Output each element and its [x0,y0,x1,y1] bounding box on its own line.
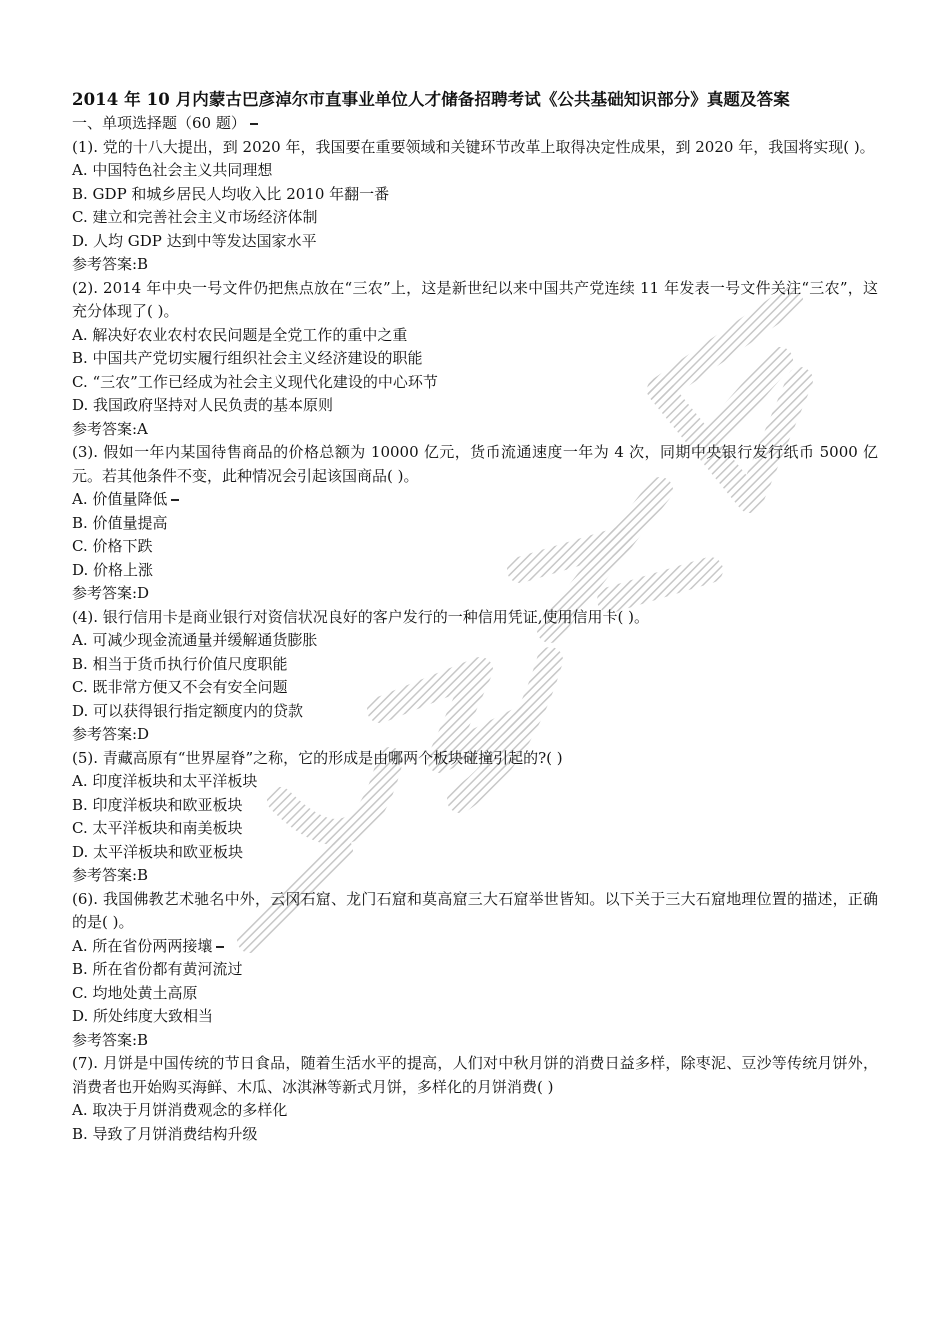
reference-answer: 参考答案:B [72,866,149,884]
question-stem: (7). 月饼是中国传统的节日食品，随着生活水平的提高，人们对中秋月饼的消费日益多样，除枣泥、豆沙等传统月饼外，消费者也开始购买海鲜、木瓜、冰淇淋等新式月饼，多样化的月饼消费( ) [72,1054,878,1096]
question-stem: (1). 党的十八大提出，到 2020 年，我国要在重要领域和关键环节改革上取得决定性成果，到 2020 年，我国将实现( )。 [72,137,875,156]
section-heading [72,112,878,136]
scan-mark [171,499,179,501]
reference-answer: 参考答案:D [72,584,150,602]
option-a: A. 所在省份两两接壤 [72,936,213,955]
option-c: C. 均地处黄土高原 [72,983,198,1002]
option-a: A. 可减少现金流通量并缓解通货膨胀 [72,631,318,649]
option-b: B. 价值量提高 [72,513,168,532]
option-b: B. 相当于货币执行价值尺度职能 [72,654,288,673]
option-c: C. 太平洋板块和南美板块 [72,819,243,837]
option-b: B. 导致了月饼消费结构升级 [72,1124,258,1143]
reference-answer: 参考答案:B [72,1030,149,1049]
option-d: D. 人均 GDP 达到中等发达国家水平 [72,231,317,250]
question-block-4 [72,606,878,747]
option-b: B. 印度洋板块和欧亚板块 [72,795,243,814]
option-b: B. GDP 和城乡居民人均收入比 2010 年翻一番 [72,184,390,203]
section-heading-text: 一、单项选择题（60 题） [72,114,246,132]
option-a: A. 解决好农业农村农民问题是全党工作的重中之重 [72,325,408,344]
scan-mark [250,123,258,125]
option-a: A. 取决于月饼消费观念的多样化 [72,1101,288,1119]
option-c: C. “三农”工作已经成为社会主义现代化建设的中心环节 [72,372,438,391]
question-stem: (4). 银行信用卡是商业银行对资信状况良好的客户发行的一种信用凭证,使用信用卡( )。 [72,607,650,626]
question-block-2 [72,277,878,442]
option-d: D. 可以获得银行指定额度内的贷款 [72,701,304,720]
option-a: A. 中国特色社会主义共同理想 [72,161,273,179]
reference-answer: 参考答案:D [72,725,150,743]
question-stem: (3). 假如一年内某国待售商品的价格总额为 10000 亿元，货币流通速度一年为 4 次，同期中央银行发行纸币 5000 亿元。若其他条件不变，此种情况会引起该国商品( )。 [72,443,878,485]
option-c: C. 建立和完善社会主义市场经济体制 [72,208,318,226]
option-a-row [72,935,878,959]
reference-answer: 参考答案:A [72,419,148,438]
document-title: 2014 年 10 月内蒙古巴彦淖尔市直事业单位人才储备招聘考试《公共基础知识部分》真题及答案 [72,90,790,109]
reference-answer: 参考答案:B [72,255,149,273]
question-block-5 [72,747,878,888]
option-a: A. 价值量降低 [72,490,168,508]
question-stem: (2). 2014 年中央一号文件仍把焦点放在“三农”上，这是新世纪以来中国共产党连续 11 年发表一号文件关注“三农”，这充分体现了( )。 [72,278,878,320]
option-a-row [72,488,878,512]
question-block-1 [72,136,878,277]
option-b: B. 中国共产党切实履行组织社会主义经济建设的职能 [72,349,423,367]
question-block-3 [72,441,878,606]
scan-mark [216,946,224,948]
question-block-7 [72,1052,878,1146]
question-stem: (5). 青藏高原有“世界屋脊”之称，它的形成是由哪两个板块碰撞引起的?( ) [72,748,563,767]
option-d: D. 我国政府坚持对人民负责的基本原则 [72,396,334,414]
document-page [72,88,878,1146]
option-c: C. 既非常方便又不会有安全问题 [72,678,288,696]
question-stem: (6). 我国佛教艺术驰名中外，云冈石窟、龙门石窟和莫高窟三大石窟举世皆知。以下关于三大石窟地理位置的描述，正确的是( )。 [72,889,878,931]
option-c: C. 价格下跌 [72,537,153,555]
option-a: A. 印度洋板块和太平洋板块 [72,772,258,790]
option-d: D. 所处纬度大致相当 [72,1007,214,1025]
option-d: D. 价格上涨 [72,560,154,579]
option-b: B. 所在省份都有黄河流过 [72,960,243,978]
question-block-6 [72,888,878,1053]
option-d: D. 太平洋板块和欧亚板块 [72,842,244,861]
